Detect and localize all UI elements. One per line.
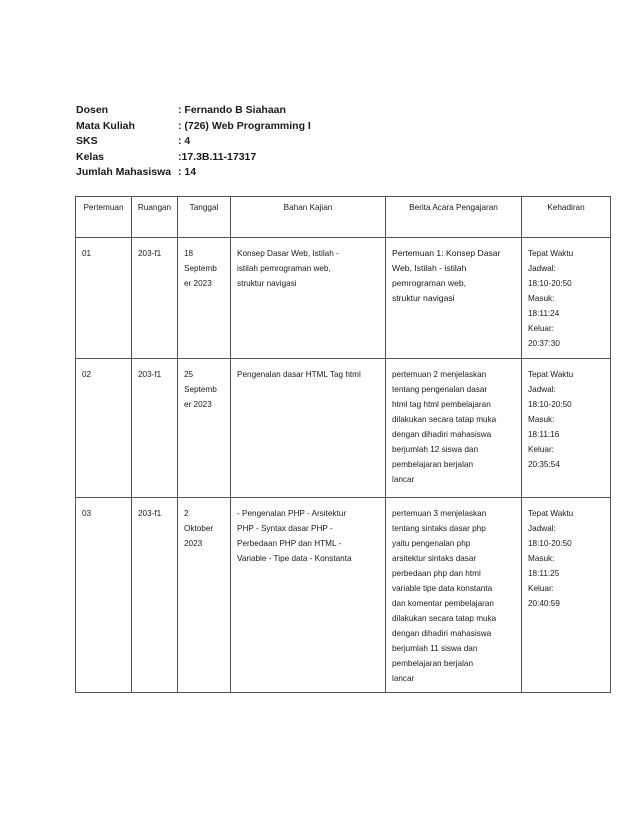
line: PHP - Syntax dasar PHP - <box>237 524 333 533</box>
line: lancar <box>392 674 415 683</box>
cell-tanggal <box>178 498 231 693</box>
line: Septemb <box>184 264 217 273</box>
cell-berita-acara <box>386 498 522 693</box>
cell-tanggal <box>178 359 231 498</box>
line: Keluar: <box>528 445 554 454</box>
table-row <box>76 359 611 498</box>
line: Septemb <box>184 385 217 394</box>
info-label: Dosen <box>76 104 109 116</box>
line: dengan dihadiri mahasiswa <box>392 430 492 439</box>
cell-pertemuan: 01 <box>76 238 132 359</box>
header-kehadiran: Kehadiran <box>522 197 611 238</box>
info-label: Mata Kuliah <box>76 119 135 132</box>
line: 25 <box>184 370 194 379</box>
line: Keluar: <box>528 584 554 593</box>
line: pemrograman web, <box>392 278 467 288</box>
info-value: : 4 <box>178 135 191 147</box>
line: pembelajaran berjalan <box>392 460 474 469</box>
line: Masuk: <box>528 554 555 563</box>
line: variable tipe data konstanta <box>392 584 493 593</box>
line: Masuk: <box>528 415 555 424</box>
cell-berita-acara <box>386 359 522 498</box>
cell-bahan-kajian <box>231 359 386 498</box>
line: Pertemuan 1: Konsep Dasar <box>392 248 501 258</box>
table-header-row <box>76 197 611 238</box>
cell-bahan-kajian <box>231 238 386 359</box>
line: 18 <box>184 249 194 258</box>
line: 18:10-20:50 <box>528 279 572 288</box>
line: struktur navigasi <box>237 279 297 288</box>
cell-bahan-kajian <box>231 498 386 693</box>
info-value: : 14 <box>178 166 197 178</box>
cell-kehadiran <box>522 359 611 498</box>
line: 18:10-20:50 <box>528 539 572 548</box>
line: Jadwal: <box>528 264 556 273</box>
cell-pertemuan: 02 <box>76 359 132 498</box>
line: Web, Istilah - istilah <box>392 263 467 273</box>
line: er 2023 <box>184 400 212 409</box>
line: Oktober <box>184 524 214 533</box>
line: 20:35:54 <box>528 460 560 469</box>
line: Tepat Waktu <box>528 509 574 518</box>
line: berjumlah 11 siswa dan <box>392 644 478 653</box>
table-row <box>76 498 611 693</box>
line: yaitu pengenalan php <box>392 539 471 548</box>
cell-ruangan: 203-f1 <box>132 498 178 693</box>
cell-berita-acara <box>386 238 522 359</box>
line: er 2023 <box>184 279 212 288</box>
line: Perbedaan PHP dan HTML - <box>237 539 342 548</box>
header-berita-acara: Berita Acara Pengajaran <box>386 197 522 238</box>
line: 2 <box>184 509 189 518</box>
info-row-mata-kuliah <box>76 119 311 135</box>
line: pertemuan 2 menjelaskan <box>392 370 487 379</box>
line: pembelajaran berjalan <box>392 659 474 668</box>
info-label: SKS <box>76 135 98 147</box>
info-value: :17.3B.11-17317 <box>178 150 257 163</box>
line: dilakukan secara tatap muka <box>392 614 497 623</box>
line: Variable - Tipe data - Konstanta <box>237 554 352 563</box>
line: Jadwal: <box>528 385 556 394</box>
info-row-kelas <box>76 150 311 166</box>
line: Tepat Waktu <box>528 249 574 258</box>
line: berjumlah 12 siswa dan <box>392 445 479 454</box>
line: Keluar: <box>528 324 554 333</box>
line: - Pengenalan PHP - Arsitektur <box>237 509 347 518</box>
line: Konsep Dasar Web, Istilah - <box>237 249 339 258</box>
header-ruangan: Ruangan <box>132 197 178 238</box>
line: 20:37:30 <box>528 339 560 348</box>
attendance-table <box>75 196 611 693</box>
header-bahan-kajian: Bahan Kajian <box>231 197 386 238</box>
cell-tanggal <box>178 238 231 359</box>
cell-kehadiran <box>522 238 611 359</box>
line: Pengenalan dasar HTML Tag html <box>237 370 361 379</box>
cell-ruangan: 203-f1 <box>132 359 178 498</box>
info-row-dosen <box>76 103 311 119</box>
line: html tag html pembelajaran <box>392 400 491 409</box>
line: perbedaan php dan html <box>392 569 481 578</box>
line: 18:11:25 <box>528 569 560 578</box>
line: arsitektur sintaks dasar <box>392 554 477 563</box>
line: 2023 <box>184 539 203 548</box>
line: 20:40:59 <box>528 599 560 608</box>
line: lancar <box>392 475 415 484</box>
info-value: : (726) Web Programming I <box>178 119 311 132</box>
table-row <box>76 238 611 359</box>
line: 18:11:16 <box>528 430 560 439</box>
header-pertemuan: Pertemuan <box>76 197 132 238</box>
cell-pertemuan: 03 <box>76 498 132 693</box>
cell-kehadiran <box>522 498 611 693</box>
line: Tepat Waktu <box>528 370 574 379</box>
info-row-jumlah-mahasiswa <box>76 165 311 181</box>
cell-ruangan: 203-f1 <box>132 238 178 359</box>
line: dengan dihadiri mahasiswa <box>392 629 492 638</box>
line: struktur navigasi <box>392 293 455 303</box>
info-label: Kelas <box>76 150 105 163</box>
line: tentang sintaks dasar php <box>392 524 486 533</box>
line: dan komentar pembelajaran <box>392 599 494 608</box>
info-value: : Fernando B Siahaan <box>178 104 286 116</box>
line: dilakukan secara tatap muka <box>392 415 497 424</box>
line: tentang pengenalan dasar <box>392 385 488 394</box>
line: istilah pemrograman web, <box>237 264 331 273</box>
line: 18:10-20:50 <box>528 400 572 409</box>
line: Masuk: <box>528 294 555 303</box>
info-row-sks <box>76 134 311 150</box>
line: Jadwal: <box>528 524 556 533</box>
header-tanggal: Tanggal <box>178 197 231 238</box>
line: pertemuan 3 menjelaskan <box>392 509 487 518</box>
info-label: Jumlah Mahasiswa <box>76 166 172 178</box>
course-info <box>76 103 311 181</box>
line: 18:11:24 <box>528 309 560 318</box>
